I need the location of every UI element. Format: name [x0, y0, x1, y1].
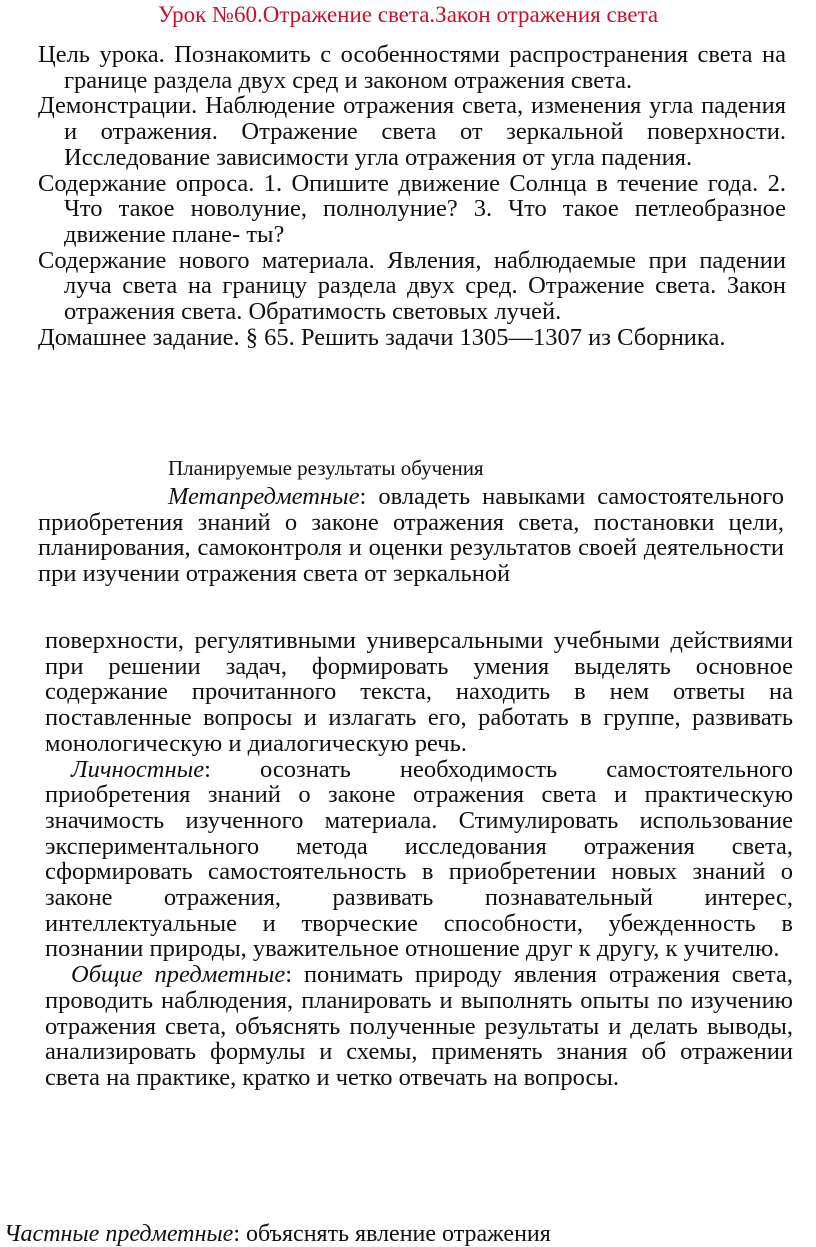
demos-paragraph: [38, 93, 786, 170]
lesson-title: Урок №60.Отражение света.Закон отражения света: [157, 2, 659, 27]
quiz-text: 1. Опишите движение Солнца в течение года. 2. Что такое новолуние, полнолуние? 3. Что такое петлеобразное движение плане- ты?: [64, 169, 786, 248]
homework-text: § 65. Решить задачи 1305—1307 из Сборника.: [239, 323, 726, 351]
lesson-info: [38, 42, 786, 350]
new-material-paragraph: [38, 248, 786, 325]
meta-paragraph-part1: [38, 484, 784, 587]
personal-paragraph: [45, 757, 793, 963]
demos-label: Демонстрации.: [38, 92, 198, 120]
new-material-label: Содержание нового материала.: [38, 246, 375, 274]
results-continuation: [45, 628, 793, 1091]
goal-text: Познакомить с особенностями распространения света на границе раздела двух сред и законом отражения света.: [64, 41, 786, 94]
results-heading: Планируемые результаты обучения: [168, 456, 484, 480]
specific-text: : объяснять явление отражения: [233, 1221, 551, 1247]
demos-text: Наблюдение отражения света, изменения угла падения и отражения. Отражение света от зеркальной поверхности. Исследование зависимости угла отражения от угла падения.: [64, 92, 786, 171]
meta-text-part1: : овладеть навыками самостоятельного приобретения знаний о законе отражения света, постановки цели, планирования, самоконтроля и оценки результатов своей деятельности при изучении отражения света от зеркальной: [38, 483, 784, 588]
homework-label: Домашнее задание.: [38, 323, 240, 351]
meta-label: Метапредметные: [168, 483, 360, 510]
quiz-paragraph: [38, 171, 786, 248]
specific-label: Частные предметные: [4, 1221, 234, 1247]
quiz-label: Содержание опроса.: [38, 169, 255, 197]
new-material-text: Явления, наблюдаемые при падении луча света на границу раздела двух сред. Отражение света. Закон отражения света. Обратимость световых лучей.: [64, 246, 786, 326]
general-label: Общие предметные: [71, 961, 286, 989]
meta-text-part2: поверхности, регулятивными универсальными учебными действиями при решении задач, формировать умения выделять основное содержание прочитанного текста, находить в нем ответы на поставленные вопросы и излагать его, работать в группе, развивать монологическую и диалогическую речь.: [45, 627, 793, 757]
homework-paragraph: [38, 325, 786, 351]
personal-label: Личностные: [71, 755, 205, 783]
goal-label: Цель урока.: [38, 41, 165, 68]
goal-paragraph: [38, 42, 786, 93]
general-paragraph: [45, 962, 793, 1091]
personal-text: : осознать необходимость самостоятельного приобретения знаний о законе отражения света и практическую значимость изученного материала. Стимулировать использование экспериментального метода исследования отражения света, сформировать самостоятельность в приобретении новых знаний о законе отражения, развивать познавательный интерес, интеллектуальные и творческие способности, убежденность в познании природы, уважительное отношение друг к другу, к учителю.: [45, 755, 793, 963]
general-text: : понимать природу явления отражения света, проводить наблюдения, планировать и выполнять опыты по изучению отражения света, объяснять полученные результаты и делать выводы, анализировать формулы и схемы, применять знания об отражении света на практике, кратко и четко отвечать на вопросы.: [45, 961, 793, 1091]
specific-paragraph: [4, 1221, 804, 1247]
